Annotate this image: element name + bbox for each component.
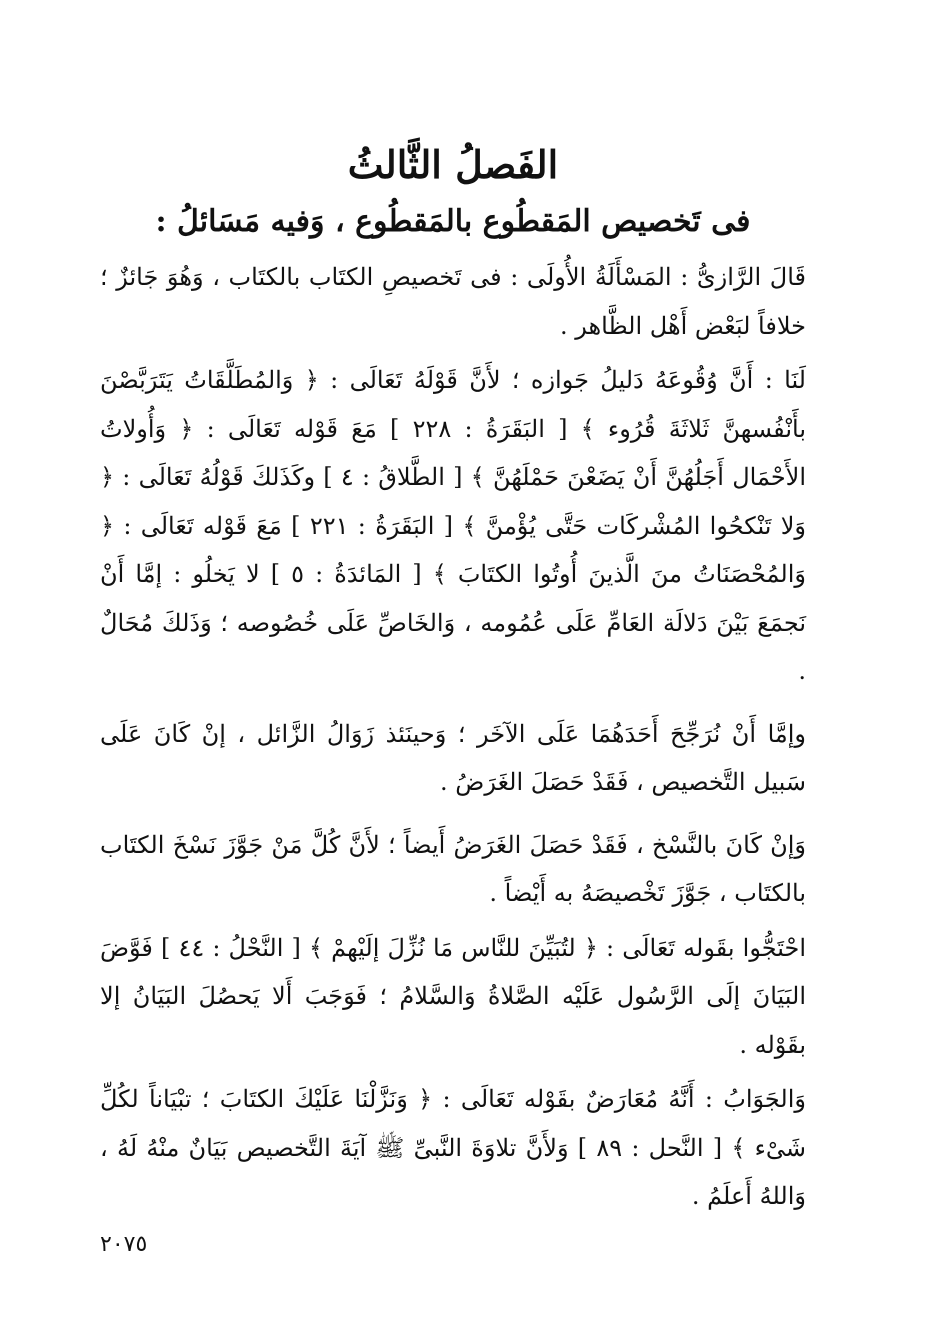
chapter-title: الفَصلُ الثَّالثُ xyxy=(347,142,559,187)
paragraph-proof: لَنَا : أَنَّ وُقُوعَهُ دَليلُ جَوازه ؛ لأَنَّ قَوْلَهُ تَعَالَى : ﴿ وَالمُطَلَّقَاتُ يَتَرَبَّصْنَ بأَنْفُسهنَّ ثَلاثَةَ قُرُوء ﴾ [ البَقَرَةُ : ٢٢٨ ] مَعَ قَوْله تَعَالَى : ﴿ وَأُولاتُ الأَحْمَال أَجَلُهُنَّ أَنْ يَضَعْنَ حَمْلَهُنَّ ﴾ [ الطَّلاقُ : ٤ ] وكَذَلكَ قَوْلُهُ تَعَالَى : ﴿ وَلا تَنْكحُوا المُشْركَات حَتَّى يُؤْمنَّ ﴾ [ البَقَرَةُ : ٢٢١ ] مَعَ قَوْله تَعَالَى : ﴿ وَالمُحْصَنَاتُ منَ الَّذينَ أُوتُوا الكتَابَ ﴾ [ المَائدَةُ : ٥ ] لا يَخلُو : إمَّا أَنْ نَجمَعَ بَيْنَ دَلالَة العَامِّ عَلَى عُمُومه ، وَالخَاصِّ عَلَى خُصُوصه ؛ وَذَلكَ مُحَالٌ . xyxy=(100,366,807,685)
paragraph-abrogation: وَإنْ كَانَ بالنَّسْخ ، فَقَدْ حَصَلَ الغَرَضُ أَيضاً ؛ لأَنَّ كُلَّ مَنْ جَوَّزَ نَسْخَ الكتَاب بالكتَاب ، جَوَّزَ تَخْصيصَهُ به أَيْضاً . xyxy=(100,830,806,907)
chapter-subtitle: فى تَخصيص المَقطُوع بالمَقطُوع ، وَفيه مَسَائلُ : xyxy=(155,204,751,239)
page-text-block xyxy=(100,135,806,1235)
paragraph-answer: وَالجَوَابُ : أَنَّهُ مُعَارَضٌ بقَوْله تَعَالَى : ﴿ وَنَزَّلْنَا عَلَيْكَ الكتَابَ ؛ تبْيَاناً لكُلِّ شَىْء ﴾ [ النَّحل : ٨٩ ] وَلأَنَّ تلاوَةَ النَّبىِّ ﷺ آيَةَ التَّخصيص بَيَانٌ منْهُ لَهُ ، وَاللهُ أَعلَمُ . xyxy=(100,1085,806,1210)
paragraph-preference: وإمَّا أَنْ نُرَجِّحَ أَحَدَهُمَا عَلَى الآخَر ؛ وَحينَئذ زَوَالُ الزَّائل ، إنْ كَانَ عَلَى سَبيل التَّخصيص ، فَقَدْ حَصَلَ الغَرَضُ . xyxy=(100,719,807,796)
paragraph-opening-question: قَالَ الرَّازىُّ : المَسْأَلَةُ الأُولَى : فى تَخصيصِ الكتَاب بالكتَاب ، وَهُوَ جَائزٌ ؛ خلافاً لبَعْض أَهْل الظَّاهر . xyxy=(100,263,807,340)
page-number: ٢٠٧٥ xyxy=(100,1232,148,1257)
paragraph-objection: احْتَجُّوا بقَوله تَعَالَى : ﴿ لتُبَيِّنَ للنَّاس مَا نُزِّلَ إلَيْهمْ ﴾ [ النَّحْلُ : ٤٤ ] فَوَّضَ البَيَانَ إلَى الرَّسُول عَلَيْه الصَّلاةُ وَالسَّلامُ ؛ فَوَجَبَ أَلا يَحصُلَ البَيَانُ إلا بقَوْله . xyxy=(100,933,806,1059)
